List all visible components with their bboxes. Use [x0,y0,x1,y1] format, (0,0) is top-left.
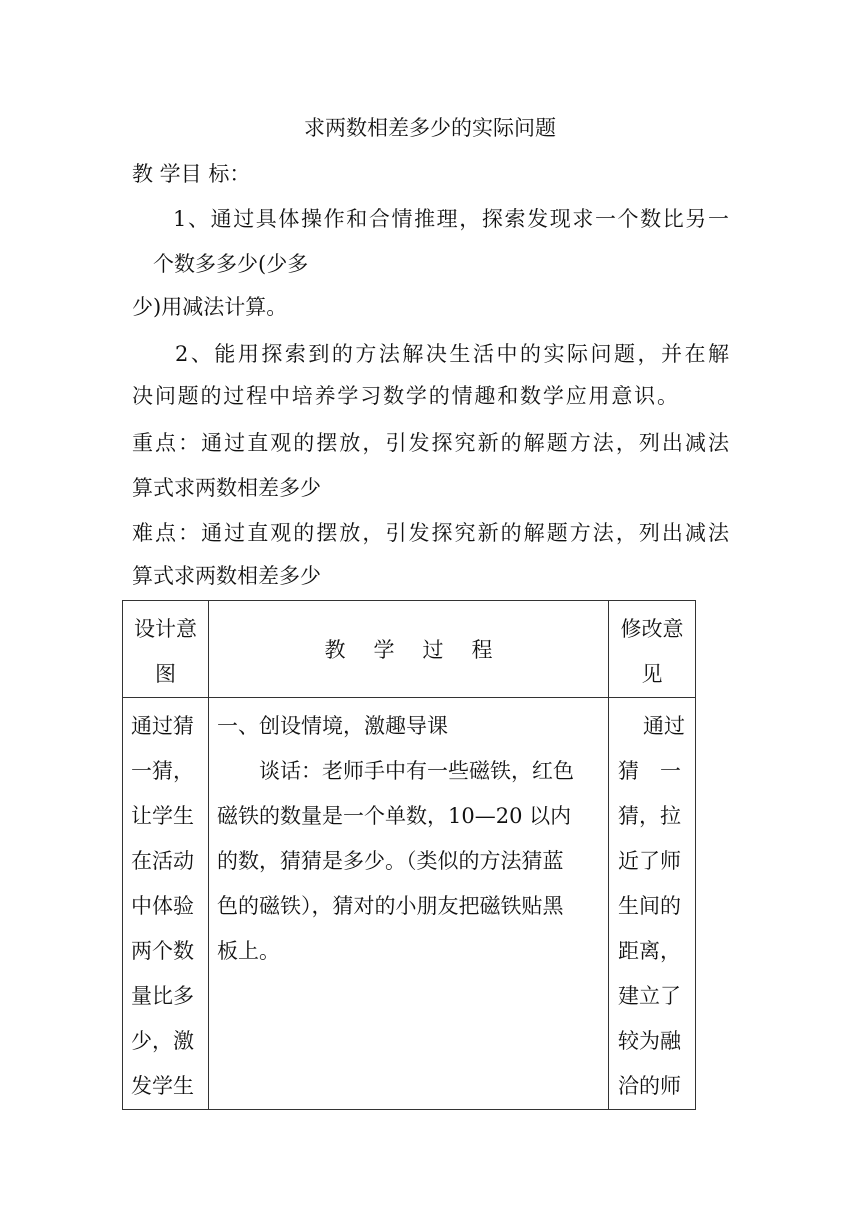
objective-1-line-3: 少)用减法计算。 [132,295,288,319]
revision-line: 建立了 [618,984,681,1008]
table-row [123,698,696,1110]
revision-line: 近了师 [618,849,681,873]
revision-line: 猜，拉 [618,804,681,828]
design-intent-line: 量比多 [131,984,194,1008]
design-intent-line: 少，激 [131,1029,194,1053]
header-revision-line: 见 [641,662,663,686]
process-body-line: 磁铁的数量是一个单数，10—20 以内 [217,804,572,828]
difficulty-line-2: 算式求两数相差多少 [132,564,321,588]
revision-line: 洽的师 [618,1074,681,1098]
difficulty-line-1: 难点：通过直观的摆放，引发探究新的解题方法，列出减法 [132,521,729,545]
revision-line: 较为融 [618,1029,681,1053]
document-title: 求两数相差多少的实际问题 [304,116,556,140]
process-body-line: 板上。 [217,939,280,963]
design-intent-line: 两个数 [131,939,194,963]
header-revision [609,601,696,698]
key-point-line-1: 重点：通过直观的摆放，引发探究新的解题方法，列出减法 [132,431,729,455]
process-body-line: 色的磁铁），猜对的小朋友把磁铁贴黑 [217,894,564,918]
revision-line: 生间的 [618,894,681,918]
key-point-line-2: 算式求两数相差多少 [132,476,321,500]
design-intent-line: 一猜， [131,759,194,783]
design-intent-line: 让学生 [131,804,194,828]
header-design-intent [123,601,209,698]
header-revision-line: 修改意 [620,617,684,641]
design-intent-cell [123,698,209,1110]
process-heading: 一、创设情境，激趣导课 [217,714,448,738]
objectives-heading: 教 学目 标： [132,162,251,186]
design-intent-line: 发学生 [131,1074,194,1098]
design-intent-line: 通过猜 [131,714,194,738]
revision-line: 猜 一 [618,759,681,783]
objective-1-line-1: 1、通过具体操作和合情推理，探索发现求一个数比另一 [173,207,729,231]
revision-line: 通过 [643,714,685,738]
process-body-line: 的数，猜猜是多少。（类似的方法猜蓝 [217,849,564,873]
header-design-intent-line: 设计意 [134,617,197,641]
process-cell [209,698,609,1110]
lesson-plan-table [122,600,696,1110]
header-process-label: 教学过程 [324,638,521,662]
revision-line: 距离， [618,939,681,963]
design-intent-line: 中体验 [131,894,194,918]
design-intent-line: 在活动 [131,849,194,873]
objective-1-line-2: 个数多多少(少多 [153,252,309,276]
header-process [209,601,609,698]
header-design-intent-line: 图 [155,662,176,686]
table-header-row [123,601,696,698]
process-body-line: 谈话：老师手中有一些磁铁，红色 [259,759,574,783]
objective-2-line-2: 决问题的过程中培养学习数学的情趣和数学应用意识。 [132,384,678,408]
objective-2-line-1: 2、能用探索到的方法解决生活中的实际问题，并在解 [175,342,729,366]
revision-cell [609,698,696,1110]
